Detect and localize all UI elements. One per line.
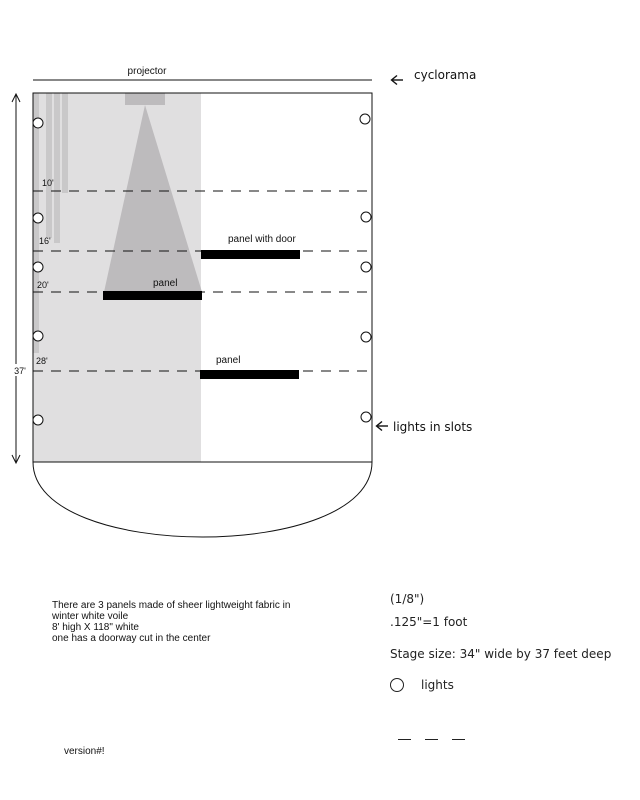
lights-legend-label: lights — [421, 678, 454, 692]
panel-label: panel — [216, 355, 241, 366]
light-icon — [33, 262, 43, 272]
panel — [103, 291, 202, 300]
cyclorama-arrow-icon — [392, 76, 404, 85]
light-icon — [361, 332, 371, 342]
light-icon — [361, 262, 371, 272]
panel-label: panel — [153, 278, 178, 289]
light-icon — [33, 213, 43, 223]
light-icon — [33, 331, 43, 341]
lights-in-slots-label: lights in slots — [393, 420, 473, 434]
scale-label: .125"=1 foot — [390, 615, 468, 629]
lights-legend — [390, 678, 510, 694]
projector-box — [125, 93, 165, 105]
panel — [200, 370, 299, 379]
wing-strip — [46, 93, 52, 238]
depth-mark: 10' — [42, 178, 54, 188]
dash-legend — [390, 719, 480, 733]
panel-notes — [52, 600, 290, 644]
depth-label: 37' — [14, 366, 26, 376]
wing-strip — [54, 93, 60, 243]
note-line: one has a doorway cut in the center — [52, 633, 211, 644]
apron — [33, 462, 372, 537]
lights-arrow-icon — [377, 422, 389, 431]
lights-right — [360, 114, 371, 422]
light-icon — [360, 114, 370, 124]
depth-mark: 16' — [39, 236, 51, 246]
note-line: winter white voile — [52, 611, 129, 622]
version-label: version#! — [64, 746, 105, 757]
depth-dimension — [12, 94, 20, 463]
depth-mark: 20' — [37, 280, 49, 290]
light-icon — [361, 412, 371, 422]
projector-label: projector — [127, 66, 167, 77]
panel-label: panel with door — [228, 234, 296, 245]
stage-size-label: Stage size: 34" wide by 37 feet deep — [390, 647, 612, 661]
light-icon — [361, 212, 371, 222]
scale-fraction: (1/8") — [390, 592, 425, 606]
depth-mark: 28' — [36, 356, 48, 366]
wing-strip — [62, 93, 68, 193]
cyclorama-label: cyclorama — [414, 68, 477, 82]
light-circle-icon — [390, 678, 404, 692]
light-icon — [33, 415, 43, 425]
note-line: 8' high X 118" white — [52, 622, 139, 633]
note-line: There are 3 panels made of sheer lightweight fabric in — [52, 600, 291, 611]
panel-with-door — [201, 250, 300, 259]
light-icon — [33, 118, 43, 128]
dashed-line-icon — [398, 729, 479, 743]
